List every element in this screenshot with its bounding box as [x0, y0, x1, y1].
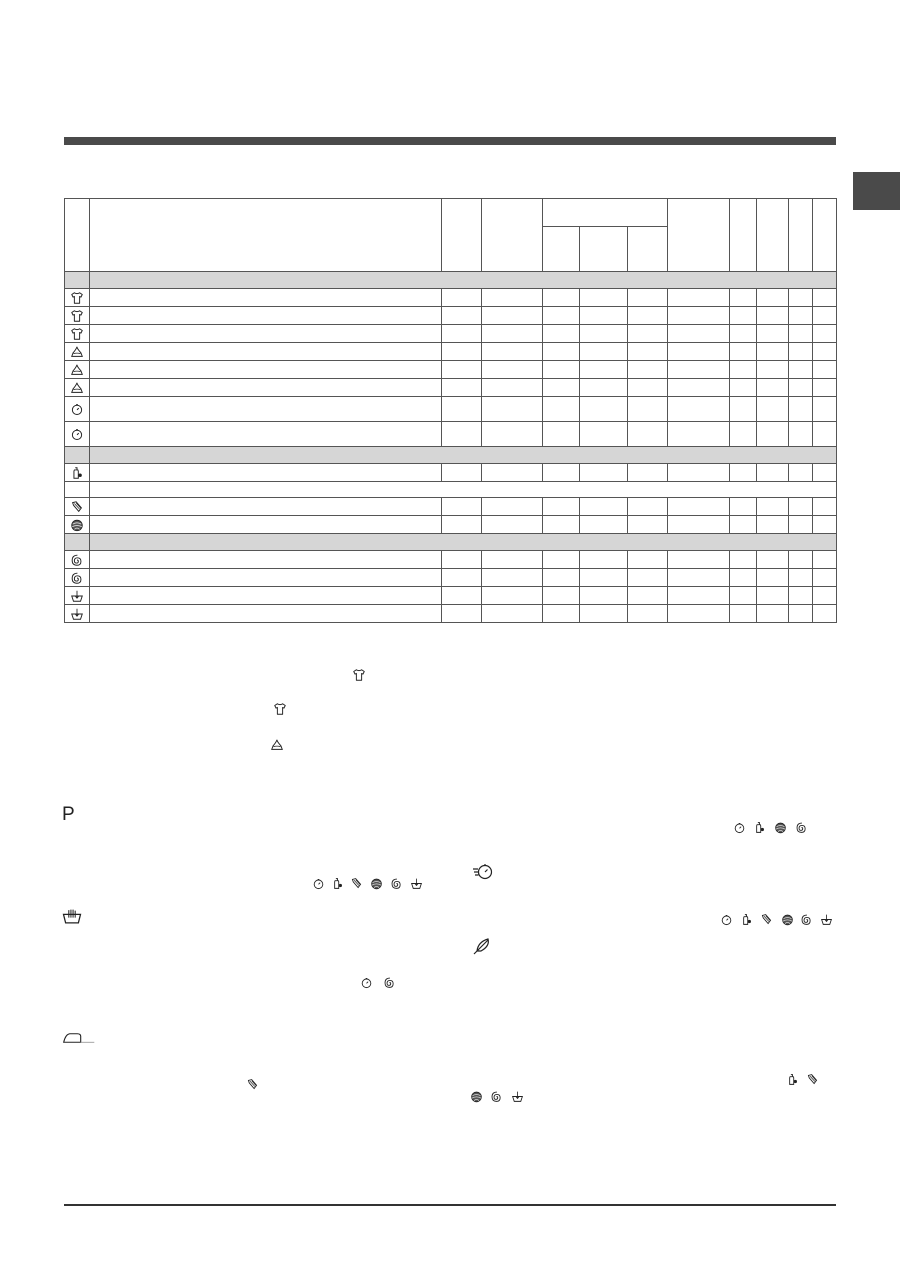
table-cell — [813, 325, 837, 343]
table-cell — [789, 361, 813, 379]
drain-icon — [410, 877, 423, 890]
table-cell — [813, 307, 837, 325]
table-cell — [813, 516, 837, 534]
table-cell — [789, 516, 813, 534]
table-cell — [628, 551, 668, 569]
table-row — [65, 307, 837, 325]
table-cell — [813, 289, 837, 307]
table-cell — [442, 307, 482, 325]
timer-icon — [70, 427, 84, 441]
table-cell — [668, 605, 730, 623]
table-cell — [730, 289, 757, 307]
table-cell — [789, 569, 813, 587]
timer-icon — [312, 877, 325, 890]
table-cell — [543, 289, 580, 307]
drain-icon — [820, 913, 833, 926]
table-row — [65, 551, 837, 569]
table-cell — [813, 379, 837, 397]
table-cell — [90, 464, 442, 482]
table-cell — [482, 516, 543, 534]
spin-icon — [70, 571, 84, 585]
table-cell — [580, 551, 628, 569]
table-cell — [730, 551, 757, 569]
table-cell — [789, 464, 813, 482]
shirt-icon — [352, 668, 366, 682]
table-cell — [668, 422, 730, 447]
table-cell — [789, 551, 813, 569]
table-cell — [90, 397, 442, 422]
top-header-bar — [64, 137, 836, 145]
table-cell — [789, 587, 813, 605]
table-cell — [580, 289, 628, 307]
table-cell — [482, 397, 543, 422]
table-cell — [628, 307, 668, 325]
table-cell — [813, 343, 837, 361]
row-icon-cell — [65, 498, 90, 516]
baby-bottle-icon — [331, 877, 344, 890]
table-cell — [668, 516, 730, 534]
table-cell — [813, 422, 837, 447]
table-row — [65, 569, 837, 587]
delicates-icon — [246, 1078, 259, 1091]
table-cell — [628, 289, 668, 307]
table-row — [65, 498, 837, 516]
table-row — [65, 289, 837, 307]
table-cell — [90, 587, 442, 605]
table-cell — [668, 498, 730, 516]
row-icon-cell — [65, 307, 90, 325]
row-icon-cell — [65, 516, 90, 534]
table-cell — [813, 569, 837, 587]
express-timer-icon — [472, 862, 494, 880]
synthetics-icon — [70, 381, 84, 395]
table-header-row — [65, 199, 837, 227]
table-cell — [442, 289, 482, 307]
table-cell — [628, 422, 668, 447]
synthetics-icon — [270, 738, 284, 752]
section-cell — [65, 272, 90, 289]
table-cell — [757, 397, 789, 422]
table-cell — [628, 569, 668, 587]
table-cell — [482, 422, 543, 447]
table-cell — [442, 516, 482, 534]
table-cell — [813, 551, 837, 569]
table-cell — [628, 379, 668, 397]
language-tab-marker — [853, 172, 900, 210]
row-icon-cell — [65, 569, 90, 587]
table-cell — [628, 516, 668, 534]
bottom-rule — [64, 1204, 836, 1206]
table-cell — [789, 397, 813, 422]
table-cell — [543, 397, 580, 422]
table-cell — [482, 379, 543, 397]
wool-icon — [70, 518, 84, 532]
row-icon-cell — [65, 289, 90, 307]
table-cell — [580, 569, 628, 587]
table-cell — [442, 498, 482, 516]
table-cell — [90, 361, 442, 379]
table-cell — [813, 361, 837, 379]
table-cell — [482, 361, 543, 379]
table-cell — [482, 551, 543, 569]
table-cell — [789, 325, 813, 343]
table-row — [65, 361, 837, 379]
wool-icon — [370, 877, 383, 890]
shirt-icon — [70, 291, 84, 305]
spin-icon — [383, 976, 396, 989]
shirt-icon — [273, 702, 287, 716]
shirt-icon — [70, 327, 84, 341]
delicates-icon — [70, 500, 84, 514]
row-icon-cell — [65, 551, 90, 569]
table-cell — [442, 551, 482, 569]
table-cell — [757, 289, 789, 307]
table-cell — [757, 498, 789, 516]
section-title-cell — [90, 447, 837, 464]
table-cell — [90, 498, 442, 516]
table-cell — [789, 343, 813, 361]
row-icon-cell — [65, 422, 90, 447]
table-cell — [730, 498, 757, 516]
table-cell — [730, 379, 757, 397]
row-icon-cell — [65, 361, 90, 379]
table-cell — [668, 325, 730, 343]
table-cell — [628, 325, 668, 343]
table-cell — [628, 397, 668, 422]
table-cell — [442, 587, 482, 605]
section-title-cell — [90, 272, 837, 289]
spin-icon — [800, 913, 813, 926]
table-cell — [628, 587, 668, 605]
table-cell — [789, 605, 813, 623]
programme-table — [64, 198, 837, 623]
table-cell — [580, 587, 628, 605]
table-cell — [482, 569, 543, 587]
table-cell — [442, 379, 482, 397]
table-cell — [757, 343, 789, 361]
table-cell — [757, 569, 789, 587]
table-cell — [543, 361, 580, 379]
table-cell — [668, 343, 730, 361]
table-cell — [668, 587, 730, 605]
drain-icon — [70, 589, 84, 603]
table-cell — [757, 422, 789, 447]
table-cell — [580, 605, 628, 623]
table-cell — [543, 551, 580, 569]
spin-icon — [795, 821, 808, 834]
table-cell — [580, 379, 628, 397]
table-cell — [668, 464, 730, 482]
table-cell — [442, 361, 482, 379]
table-row — [65, 397, 837, 422]
table-row — [65, 343, 837, 361]
table-cell — [757, 325, 789, 343]
table-cell — [543, 516, 580, 534]
table-section-row — [65, 447, 837, 464]
table-cell — [757, 587, 789, 605]
table-cell — [730, 569, 757, 587]
row-icon-cell — [65, 379, 90, 397]
table-cell — [543, 464, 580, 482]
table-cell — [668, 289, 730, 307]
table-cell — [668, 397, 730, 422]
table-cell — [628, 464, 668, 482]
table-cell — [813, 397, 837, 422]
table-cell — [90, 307, 442, 325]
table-row — [65, 587, 837, 605]
table-cell — [442, 343, 482, 361]
table-cell — [482, 587, 543, 605]
table-cell — [730, 307, 757, 325]
wool-icon — [781, 913, 794, 926]
iron-icon — [62, 1031, 96, 1045]
spin-icon — [390, 877, 403, 890]
timer-icon — [733, 821, 746, 834]
shirt-icon — [70, 309, 84, 323]
row-icon-cell — [65, 325, 90, 343]
baby-bottle-icon — [70, 466, 84, 480]
delicates-icon — [350, 877, 363, 890]
table-cell — [543, 422, 580, 447]
table-spacer-row — [65, 482, 837, 498]
table-cell — [543, 325, 580, 343]
table-cell — [90, 325, 442, 343]
table-cell — [757, 516, 789, 534]
table-cell — [442, 569, 482, 587]
table-cell — [482, 289, 543, 307]
table-cell — [90, 343, 442, 361]
table-cell — [668, 307, 730, 325]
table-cell — [813, 587, 837, 605]
table-row — [65, 379, 837, 397]
table-cell — [482, 605, 543, 623]
row-icon-cell — [65, 605, 90, 623]
table-cell — [730, 325, 757, 343]
table-cell — [482, 498, 543, 516]
table-cell — [668, 379, 730, 397]
table-cell — [543, 307, 580, 325]
table-cell — [90, 605, 442, 623]
spin-icon — [490, 1090, 503, 1103]
wool-icon — [774, 821, 787, 834]
baby-bottle-icon — [740, 913, 753, 926]
table-cell — [543, 379, 580, 397]
baby-bottle-icon — [786, 1073, 799, 1086]
table-cell — [757, 551, 789, 569]
spin-icon — [70, 553, 84, 567]
table-cell — [442, 325, 482, 343]
table-cell — [628, 361, 668, 379]
table-cell — [813, 498, 837, 516]
synthetics-icon — [70, 345, 84, 359]
table-cell — [730, 397, 757, 422]
table-cell — [442, 397, 482, 422]
table-cell — [757, 464, 789, 482]
table-cell — [668, 551, 730, 569]
table-cell — [730, 422, 757, 447]
table-cell — [757, 361, 789, 379]
table-cell — [90, 569, 442, 587]
table-cell — [580, 307, 628, 325]
wool-icon — [470, 1090, 483, 1103]
table-row — [65, 422, 837, 447]
drain-icon — [70, 607, 84, 621]
table-cell — [482, 325, 543, 343]
spacer-cell — [65, 482, 90, 498]
table-cell — [757, 379, 789, 397]
table-cell — [730, 516, 757, 534]
spacer-wide-cell — [90, 482, 837, 498]
table-cell — [789, 307, 813, 325]
table-cell — [482, 464, 543, 482]
table-cell — [543, 343, 580, 361]
table-cell — [90, 516, 442, 534]
table-cell — [580, 343, 628, 361]
table-section-row — [65, 534, 837, 551]
table-row — [65, 516, 837, 534]
table-cell — [730, 587, 757, 605]
table-cell — [580, 498, 628, 516]
table-cell — [442, 422, 482, 447]
timer-icon — [720, 913, 733, 926]
table-cell — [543, 587, 580, 605]
table-cell — [442, 605, 482, 623]
table-cell — [628, 605, 668, 623]
table-cell — [628, 343, 668, 361]
table-cell — [442, 464, 482, 482]
timer-icon — [360, 976, 373, 989]
section-title-cell — [90, 534, 837, 551]
table-cell — [730, 361, 757, 379]
table-cell — [757, 605, 789, 623]
delicates-icon — [806, 1073, 819, 1086]
table-cell — [730, 605, 757, 623]
table-cell — [730, 343, 757, 361]
section-cell — [65, 447, 90, 464]
table-cell — [580, 397, 628, 422]
synthetics-icon — [70, 363, 84, 377]
table-cell — [580, 325, 628, 343]
table-cell — [789, 498, 813, 516]
handwash-icon — [62, 908, 82, 925]
table-cell — [482, 307, 543, 325]
row-icon-cell — [65, 397, 90, 422]
table-cell — [628, 498, 668, 516]
table-cell — [543, 569, 580, 587]
section-cell — [65, 534, 90, 551]
delicates-icon — [760, 913, 773, 926]
table-row — [65, 464, 837, 482]
table-cell — [757, 307, 789, 325]
row-icon-cell — [65, 343, 90, 361]
baby-bottle-icon — [753, 821, 766, 834]
feather-icon — [472, 937, 492, 955]
table-cell — [580, 361, 628, 379]
table-cell — [813, 464, 837, 482]
section-letter: P — [62, 804, 75, 825]
table-cell — [543, 498, 580, 516]
drain-icon — [511, 1090, 524, 1103]
table-cell — [789, 379, 813, 397]
table-cell — [543, 605, 580, 623]
table-cell — [813, 605, 837, 623]
table-section-row — [65, 272, 837, 289]
table-cell — [668, 361, 730, 379]
programme-table-body — [65, 199, 837, 623]
table-cell — [789, 422, 813, 447]
table-cell — [90, 551, 442, 569]
table-cell — [580, 516, 628, 534]
timer-icon — [70, 402, 84, 416]
table-cell — [668, 569, 730, 587]
row-icon-cell — [65, 464, 90, 482]
table-cell — [90, 422, 442, 447]
table-cell — [90, 289, 442, 307]
table-cell — [789, 289, 813, 307]
table-cell — [90, 379, 442, 397]
table-cell — [580, 422, 628, 447]
table-cell — [482, 343, 543, 361]
table-row — [65, 325, 837, 343]
table-cell — [580, 464, 628, 482]
row-icon-cell — [65, 587, 90, 605]
table-row — [65, 605, 837, 623]
table-cell — [730, 464, 757, 482]
